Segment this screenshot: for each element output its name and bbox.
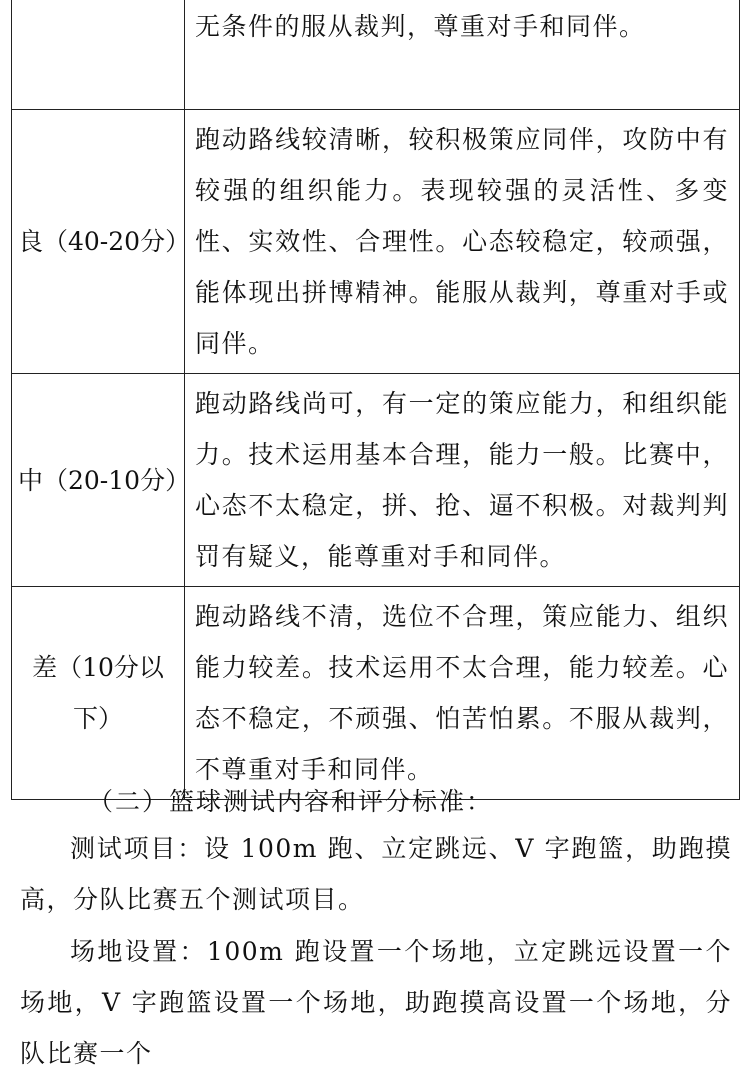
grading-table [11,0,740,800]
table-row [12,0,740,110]
test-items-paragraph: 测试项目：设 100m 跑、立定跳远、V 字跑篮，助跑摸高，分队比赛五个测试项目。 [20,834,732,914]
description-cell: 跑动路线不清，选位不合理，策应能力、组织能力较差。技术运用不太合理，能力较差。心态不稳定，不顽强、怕苦怕累。不服从裁判，不尊重对手和同伴。 [185,587,740,800]
description-cell: 跑动路线尚可，有一定的策应能力，和组织能力。技术运用基本合理，能力一般。比赛中，心态不太稳定，拼、抢、逼不积极。对裁判判罚有疑义，能尊重对手和同伴。 [185,374,740,587]
venue-setup-paragraph: 场地设置：100m 跑设置一个场地，立定跳远设置一个场地，V 字跑篮设置一个场地，助跑摸高设置一个场地，分队比赛一个 [20,937,732,1068]
section-heading: （二）篮球测试内容和评分标准： [88,787,494,816]
grade-cell: 差（10分以下） [12,587,185,800]
table-row [12,374,740,587]
table-row [12,587,740,800]
grade-cell: 良（40-20分） [12,110,185,374]
description-cell: 无条件的服从裁判，尊重对手和同伴。 [185,0,740,110]
grade-cell: 中（20-10分） [12,374,185,587]
table-row [12,110,740,374]
description-cell: 跑动路线较清晰，较积极策应同伴，攻防中有较强的组织能力。表现较强的灵活性、多变性、实效性、合理性。心态较稳定，较顽强，能体现出拼博精神。能服从裁判，尊重对手或同伴。 [185,110,740,374]
grade-cell [12,0,185,110]
